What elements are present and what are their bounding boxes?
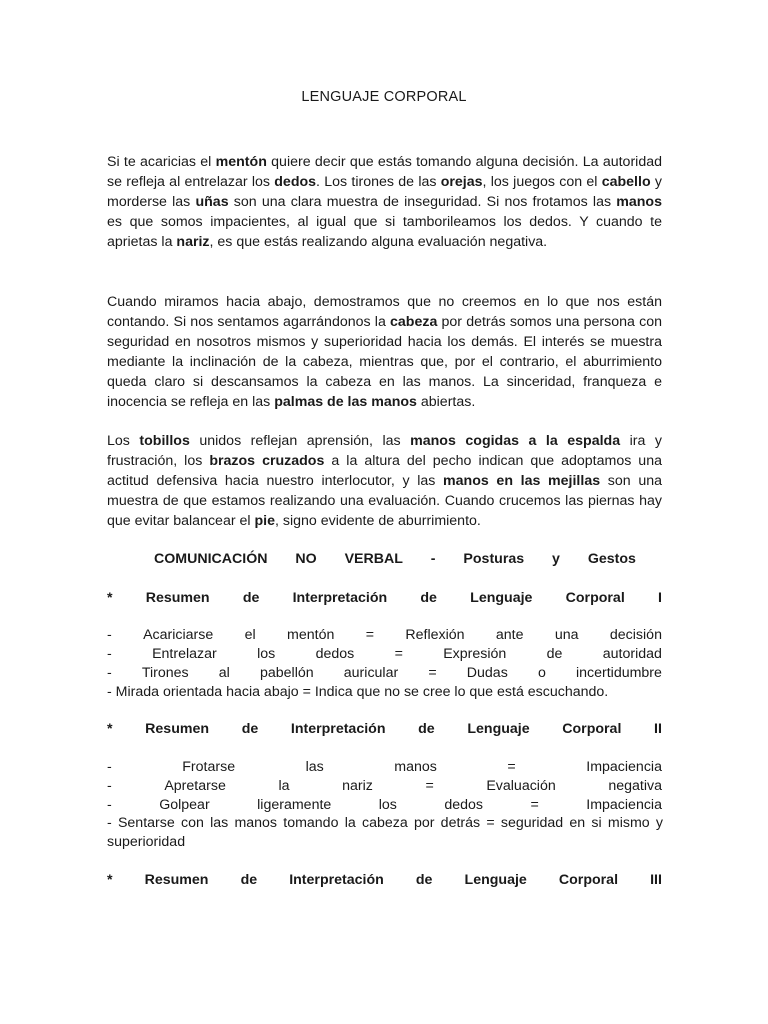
summary-2-item-2 [107,776,662,796]
line-word: dedos [315,646,355,662]
text-run: , signo evidente de aburrimiento. [275,513,481,529]
line-word: decisión [609,627,662,643]
summary-1-item-4: - Mirada orientada hacia abajo = Indica que no se cree lo que está escuchando. [107,684,609,700]
line-word: Acariciarse [143,627,214,643]
line-word: * [107,721,113,737]
line-word: Lenguaje [464,872,527,888]
text-run: por detrás somos una persona con seguridad en nosotros mismos y superioridad hacia los demás. El interés se muestra mediante la inclinación de la cabeza, mientras que, por el contrario, el aburrimiento queda claro si descansamos la cabeza en las manos. La sinceridad, franqueza e inocencia se refleja en las [107,314,662,410]
line-word: incertidumbre [575,665,662,681]
summary-1-item-1 [107,625,662,645]
line-word: auricular [343,665,399,681]
line-word: Lenguaje [470,590,533,606]
line-word: Apretarse [164,778,226,794]
bold-keyword: manos cogidas a la espalda [410,433,621,449]
line-word: dedos [444,797,484,813]
summary-1-heading [107,588,662,608]
text-run: , es que estás realizando alguna evaluación negativa. [209,234,548,250]
bold-keyword: manos [616,194,662,210]
line-word: negativa [608,778,662,794]
line-word: Tirones [141,665,189,681]
summary-2-item-1 [107,757,662,777]
line-word: el [244,627,256,643]
text-run: y morderse las [107,174,662,210]
line-word: I [657,590,662,606]
line-word: = [425,778,434,794]
line-word: de [240,872,258,888]
bold-keyword: pie [254,513,275,529]
line-word: = [365,627,375,643]
bold-keyword: brazos cruzados [209,453,325,469]
line-word: NO [295,551,317,567]
line-word: = [507,759,516,775]
paragraph-3 [107,431,662,531]
line-word: los [378,797,397,813]
summary-3-heading [107,870,662,890]
summary-2-item-3 [107,795,662,815]
line-word: - [430,551,436,567]
paragraph-1 [107,152,662,252]
line-word: = [530,797,539,813]
bold-keyword: tobillos [139,433,190,449]
line-word: una [554,627,579,643]
line-word: - [107,797,112,813]
line-word: pabellón [259,665,314,681]
text-run: Cuando miramos hacia abajo, demostramos que no creemos en lo que nos están contando. Si nos sentamos agarrándonos la [107,294,662,330]
line-word: la [278,778,290,794]
line-word: Golpear [159,797,210,813]
text-run: son una clara muestra de inseguridad. Si nos frotamos las [228,194,617,210]
line-word: Entrelazar [152,646,217,662]
line-word: Resumen [145,590,210,606]
bold-keyword: cabello [601,174,651,190]
line-word: Posturas [463,551,525,567]
summary-1-item-3 [107,663,662,683]
line-word: Corporal [562,721,622,737]
text-run: Si te acaricias el [107,154,216,170]
text-run: son una muestra de que estamos realizando una evaluación. Cuando crucemos las piernas hay que evitar balancear el [107,473,662,529]
line-word: y [552,551,560,567]
bold-keyword: mentón [215,154,267,170]
line-word: III [650,872,662,888]
line-word: Lenguaje [467,721,530,737]
bold-keyword: dedos [274,174,317,190]
line-word: VERBAL [344,551,403,567]
bold-keyword: palmas de las manos [274,394,417,410]
line-word: autoridad [602,646,662,662]
line-word: Frotarse [182,759,236,775]
text-run: a la altura del pecho indican que adoptamos una actitud defensiva hacia nuestro interlocutor, y las [107,453,662,489]
line-word: * [107,872,113,888]
line-word: Gestos [587,551,636,567]
line-word: de [418,721,435,737]
line-word: manos [394,759,437,775]
text-run: unidos reflejan aprensión, las [189,433,411,449]
line-word: II [654,721,662,737]
line-word: de [415,872,433,888]
line-word: mentón [287,627,335,643]
line-word: Evaluación [486,778,556,794]
line-word: Resumen [145,721,210,737]
line-word: Interpretación [289,872,384,888]
summary-2-heading [107,719,662,739]
text-run: quiere decir que estás tomando alguna decisión. La autoridad se refleja al entrelazar los [107,154,663,190]
line-word: de [546,646,563,662]
line-word: COMUNICACIÓN [154,551,268,567]
bold-keyword: orejas [440,174,483,190]
line-word: Impaciencia [586,759,662,775]
document-title: LENGUAJE CORPORAL [301,89,467,105]
line-word: de [420,590,437,606]
text-run: Los [107,433,140,449]
line-word: de [241,721,259,737]
text-run: , los juegos con el [482,174,602,190]
bold-keyword: uñas [195,194,229,210]
line-word: nariz [342,778,373,794]
line-word: Corporal [558,872,619,888]
line-word: Corporal [565,590,625,606]
line-word: * [107,590,113,606]
text-run: abiertas. [416,394,476,410]
text-run: . Los tirones de las [316,174,441,190]
paragraph-2 [107,292,662,412]
line-word: - [107,778,112,794]
line-word: Resumen [144,872,209,888]
line-word: ligeramente [257,797,332,813]
line-word: Reflexión [405,627,465,643]
line-word: - [107,627,112,643]
line-word: - [107,665,112,681]
text-run: es que somos impacientes, al igual que si tamborileamos los dedos. Y cuando te aprietas la [107,214,662,250]
line-word: Interpretación [290,721,386,737]
line-word: Dudas [466,665,508,681]
line-word: Expresión [443,646,507,662]
line-word: = [428,665,437,681]
line-word: = [394,646,403,662]
section-heading [154,549,636,569]
summary-1-item-2 [107,644,662,664]
line-word: los [257,646,276,662]
bold-keyword: cabeza [390,314,438,330]
summary-2-item-4: - Sentarse con las manos tomando la cabeza por detrás = seguridad en si mismo y superioridad [107,815,663,850]
line-word: las [305,759,324,775]
line-word: al [218,665,230,681]
line-word: ante [495,627,524,643]
line-word: Interpretación [292,590,388,606]
line-word: - [107,646,112,662]
line-word: o [537,665,546,681]
bold-keyword: nariz [176,234,210,250]
line-word: - [107,759,112,775]
bold-keyword: manos en las mejillas [443,473,601,489]
line-word: Impaciencia [586,797,662,813]
text-run: ira y frustración, los [107,433,662,469]
line-word: de [242,590,260,606]
